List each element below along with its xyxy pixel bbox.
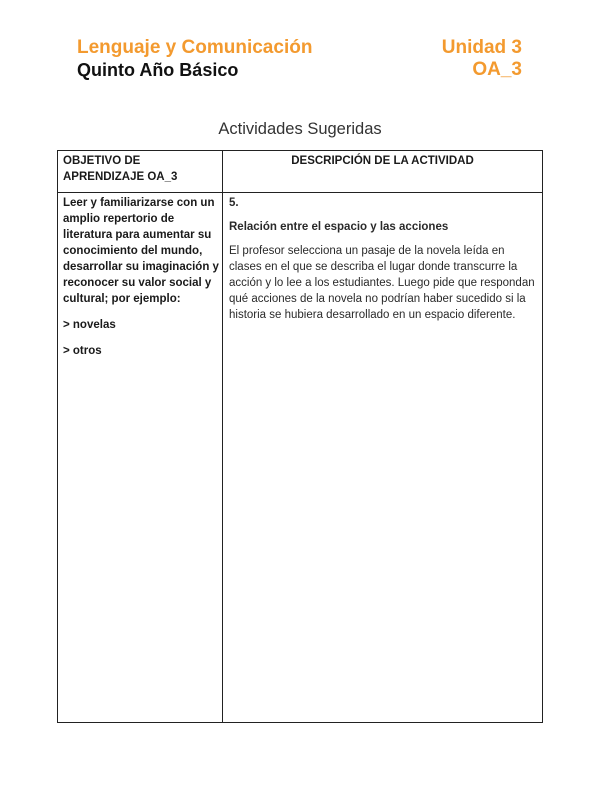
objective-cell [63,195,219,369]
unit-label: Unidad 3 [441,37,522,58]
activity-table [57,150,543,723]
section-title: Actividades Sugeridas [218,120,382,138]
activity-cell [229,195,535,323]
objective-column-header: OBJETIVO DE APRENDIZAJE OA_3 [63,155,178,183]
objective-code: OA_3 [472,59,522,80]
column-divider [222,151,223,722]
activity-description: El profesor selecciona un pasaje de la novela leída en clases en el que se describa el lugar donde transcurre la acción y lo lee a los estudiantes. Luego pide que respondan qué acciones de la novela no podrían haber sucedido si la historia se hubiera desarrollado en un espacio diferente. [229,245,535,321]
objective-item-novelas: > novelas [63,319,116,331]
objective-text: Leer y familiarizarse con un amplio repertorio de literatura para aumentar su conocimiento del mundo, desarrollar su imaginación y reconocer su valor social y cultural; por ejemplo: [63,197,219,305]
activity-title: Relación entre el espacio y las acciones [229,221,449,233]
description-column-header: DESCRIPCIÓN DE LA ACTIVIDAD [291,155,474,167]
grade-level: Quinto Año Básico [77,60,239,80]
activity-number: 5. [229,197,239,209]
objective-item-otros: > otros [63,345,102,357]
subject-title: Lenguaje y Comunicación [77,37,313,58]
header-row-divider [58,192,542,193]
page-header [77,36,522,84]
